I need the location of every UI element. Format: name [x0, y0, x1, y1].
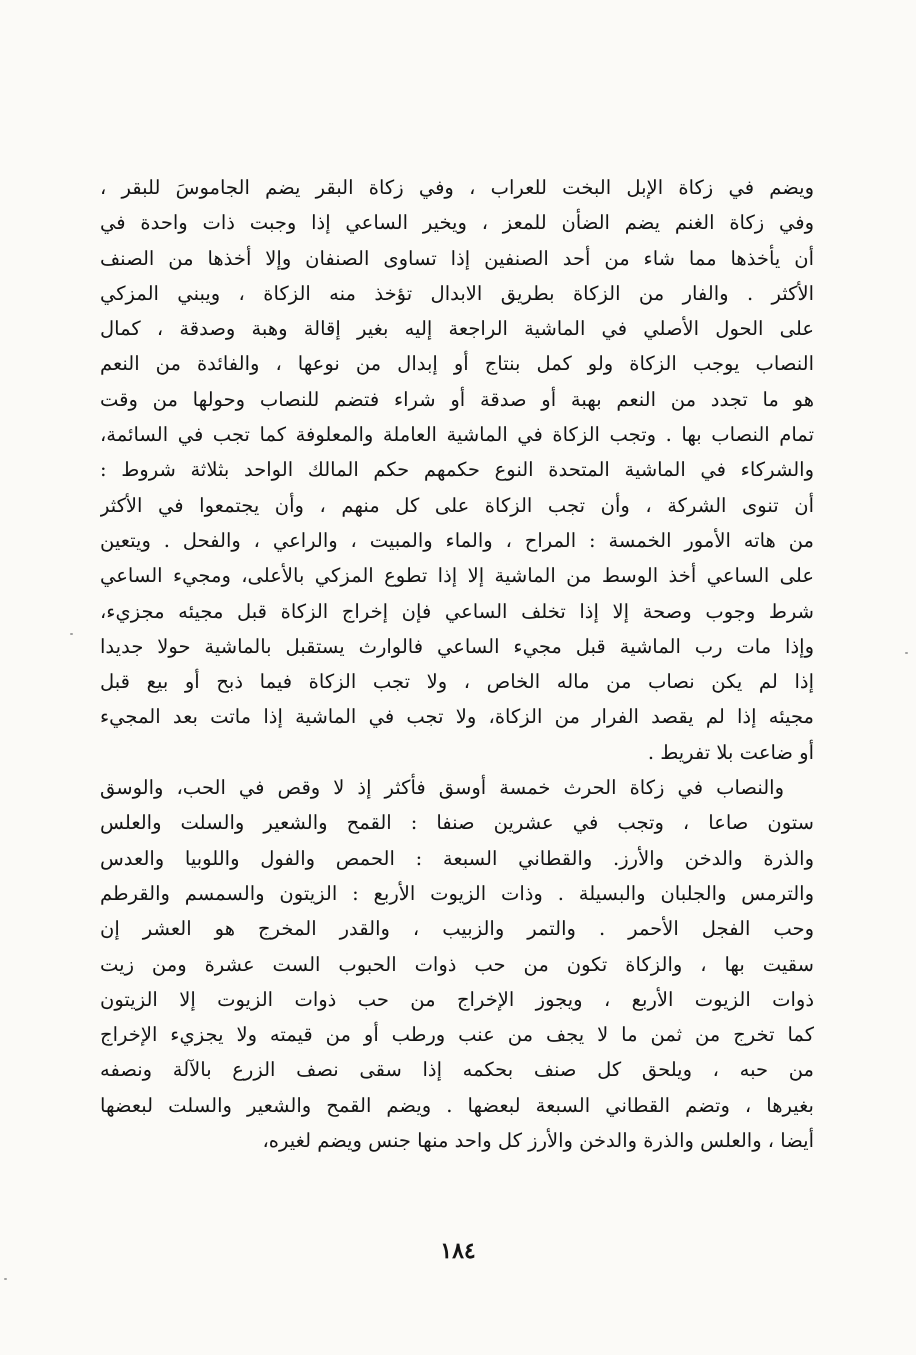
text-line: والترمس والجلبان والبسيلة . وذات الزيوت الأربع : الزيتون والسمسم والقرطم	[100, 881, 814, 905]
text-line: من هاته الأمور الخمسة : المراح ، والماء والمبيت ، والراعي ، والفحل . ويتعين	[100, 528, 814, 552]
text-line: وحب الفجل الأحمر . والتمر والزبيب ، والقدر المخرج هو العشر إن	[100, 917, 814, 941]
text-line: مجيئه إذا لم يقصد الفرار من الزكاة، ولا تجب في الماشية إذا ماتت بعد المجيء	[100, 705, 814, 729]
text-line: بغيرها ، وتضم القطاني السبعة لبعضها . ويضم القمح والشعير والسلت لبعضها	[100, 1093, 814, 1117]
text-line: والشركاء في الماشية المتحدة النوع حكمهم حكم المالك الواحد بثلاثة شروط :	[100, 458, 814, 482]
text-line: ستون صاعا ، وتجب في عشرين صنفا : القمح والشعير والسلت والعلس	[100, 811, 814, 835]
text-line: من حبه ، ويلحق كل صنف بحكمه إذا سقى نصف الزرع بالآلة ونصفه	[100, 1058, 814, 1082]
text-line: أيضا ، والعلس والذرة والدخن والأرز كل واحد منها جنس ويضم لغيره،	[262, 1129, 814, 1153]
scan-speck	[70, 633, 73, 635]
text-line: كما تخرج من ثمن ما لا يجف من عنب ورطب أو من قيمته ولا يجزيء الإخراج	[100, 1023, 814, 1047]
text-line: تمام النصاب بها . وتجب الزكاة في الماشية العاملة والمعلوفة كما تجب في السائمة،	[100, 423, 814, 447]
text-line: وفي زكاة الغنم يضم الضأن للمعز ، ويخير الساعي إذا وجبت ذات واحدة في	[100, 211, 814, 235]
text-line: أو ضاعت بلا تفريط .	[647, 740, 814, 764]
text-line: الأكثر . والفار من الزكاة بطريق الابدال تؤخذ منه الزكاة ، ويبني المزكي	[100, 281, 814, 305]
text-line: والذرة والدخن والأرز. والقطاني السبعة : الحمص والفول واللوبيا والعدس	[100, 846, 814, 870]
paragraph	[100, 170, 814, 770]
text-line: ويضم في زكاة الإبل البخت للعراب ، وفي زكاة البقر يضم الجاموسَ للبقر ،	[100, 176, 814, 199]
text-line: إذا لم يكن نصاب من ماله الخاص ، ولا تجب الزكاة فيما ذبح أو بيع قبل	[100, 670, 814, 694]
page-number: ١٨٤	[440, 1238, 476, 1264]
text-line: هو ما تجدد من النعم بهبة أو صدقة أو شراء فتضم للنصاب وحولها من وقت	[100, 387, 814, 411]
text-line: شرط وجوب وصحة إلا إذا تخلف الساعي فإن إخراج الزكاة قبل مجيئه مجزيء،	[100, 599, 814, 623]
text-line: والنصاب في زكاة الحرث خمسة أوسق فأكثر إذ لا وقص في الحب، والوسق	[100, 776, 784, 800]
scan-speck	[4, 1278, 7, 1280]
text-line: على الساعي أخذ الوسط من الماشية إلا إذا تطوع المزكي بالأعلى، ومجيء الساعي	[100, 564, 814, 588]
text-line: سقيت بها ، والزكاة تكون من حب ذوات الحبوب الست عشرة ومن زيت	[100, 952, 814, 976]
text-line: على الحول الأصلي في الماشية الراجعة إليه بغير إقالة وهبة وصدقة ، كمال	[100, 317, 814, 341]
body-text	[100, 170, 814, 1158]
paragraph	[100, 770, 814, 1158]
text-line: أن تنوى الشركة ، وأن تجب الزكاة على كل منهم ، وأن يجتمعوا في الأكثر	[100, 493, 814, 517]
text-line: وإذا مات رب الماشية قبل مجيء الساعي فالوارث يستقبل بالماشية حولا جديدا	[100, 634, 814, 658]
scan-speck	[905, 652, 908, 654]
text-line: ذوات الزيوت الأربع ، ويجوز الإخراج من حب ذوات الزيوت إلا الزيتون	[100, 987, 814, 1011]
text-line: أن يأخذها مما شاء من أحد الصنفين إذا تساوى الصنفان وإلا أخذها من الصنف	[100, 246, 814, 270]
text-line: النصاب يوجب الزكاة ولو كمل بنتاج أو إبدال من نوعها ، والفائدة من النعم	[100, 352, 814, 376]
